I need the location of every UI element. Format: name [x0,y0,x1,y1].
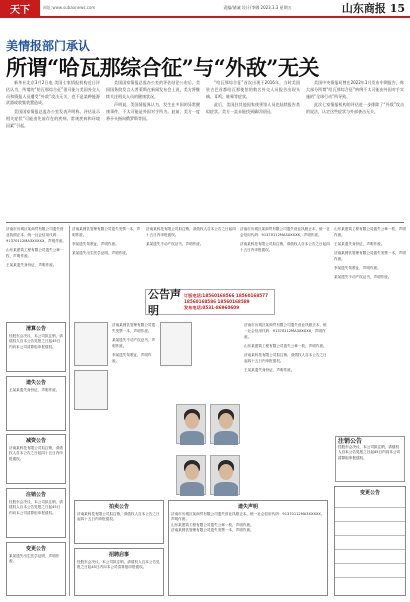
page-number: 15 [389,2,405,15]
issue-meta: 责编/储诚 设计/李娜 2023.3.3 星期五 [223,5,292,10]
article-kicker: 美情报部门承认 [6,39,91,53]
notice-box-4: 注销公告 经股东会决议，本公司拟注销，请债权人自本公告见报之日起45日内向本公司清算组申报债权。 [6,488,66,538]
child-photo-1 [176,404,206,444]
site-url: 网址:www.subaonews.com [43,5,96,10]
notice-box-6: 拍卖公告 济南某科技有限公司拟注销，请债权人自本公告之日起四十五日内申报债权。 [74,500,164,544]
article-column-2: 美国国家情报总监办公室的评估结论公布后，美国国务院发言人普莱斯在新闻发布会上说，美方将继续关注相关人员的健康状况。 声明说，美国情报界认为，发生在多国的异常健康事件，不太可能是外国对手所为。此前，美方一度将矛头指向俄罗斯等国。 [106,80,200,121]
credit-notice-box: 注销公告 经股东会决议，本公司拟注销，请债权人自本公告见报之日起45日内向本公司清算组申报债权。 [335,436,405,482]
classified-column-5: 山东某建筑工程有限公司遗失公章一枚，声明作废。 王某某遗失身份证，声明作废。 济南某餐饮管理有限公司遗失发票一本，声明作废。 李某遗失驾驶证，声明作废。 某某遗失不动产权证书，声明作废。 [334,227,406,279]
child-photo-3 [176,455,206,495]
notice-banner-title: 公告声明 [148,288,181,317]
notice-box-5: 变更公告 某某遗失出生医学证明，声明作废。 [6,542,66,596]
article-column-1: 新华社北京3月2日电 美国七家情报机构近日评估认为，所谓的“哈瓦那综合征”很可能与美国外交人员和情报人员遭受“外敌”攻击无关，也不是某种能源武器或收集装置造成。 美国国家情报总监办公室发表声明称，评估显示相关症状“可能由先前存在的疾病、常规疾病和环境因素”引起。 [6,80,100,128]
notice-box-3: 减资公告 济南某科技有限公司拟注销，请债权人自本公告之日起四十五日内申报债权。 [6,434,66,484]
header-rule [0,16,410,18]
classified-column-3: 济南某科技有限公司拟注销，请债权人自本公告之日起四十五日内申报债权。 某某遗失不动产权证书，声明作废。 [146,227,236,246]
classified-column-1: 济南市历城区某商贸有限公司遗失营业执照正本，统一社会信用代码：91370112MA3XXXXX，声明作废。 山东某建筑工程有限公司遗失公章一枚，声明作废。 王某某遗失身份证，声明作废。 [6,227,66,267]
notice-box-2: 遗失公告 王某某遗失身份证，声明作废。 [6,376,66,431]
classified-column-2: 济南某餐饮管理有限公司遗失发票一本，声明作废。 李某遗失驾驶证，声明作废。 某某遗失出生医学证明，声明作废。 [72,227,141,255]
notice-box-7: 招聘启事 经股东会决议，本公司拟注销，请债权人自本公告见报之日起45日内向本公司清算组申报债权。 [74,548,164,596]
article-column-4: 美国中央情报局曾在2022年1月发布中期报告，称大部分所谓“哈瓦那综合征”病例不太可能由外国对手实施的“全球行动”所导致。 此次七家情报机构的评估进一步排除了“外敌”攻击的说法，认定这些症状与外部袭击无关。 [306,80,404,115]
data-table: 变更公告 [334,486,406,596]
section-divider [6,222,404,223]
notice-box-8: 遗失声明 济南市历城区某商贸有限公司遗失营业执照正本，统一社会信用代码：91370112MA3XXXXX，声明作废。 山东某建筑工程有限公司遗失公章一枚，声明作废。 济南某餐饮管理有限公司遗失发票一本，声明作废。 [168,500,328,596]
article-headline: 所谓“哈瓦那综合征”与“外敌”无关 [6,55,319,80]
classified-block-b: 济南市历城区某商贸有限公司遗失营业执照正本，统一社会信用代码：91370112MA3XXXXX，声明作废。 山东某建筑工程有限公司遗失公章一枚，声明作废。 济南某科技有限公司拟注销，请债权人自本公告之日起四十五日内申报债权。 王某某遗失身份证，声明作废。 [244,323,327,372]
certificate-image-1 [74,322,108,366]
page-header [0,0,410,16]
certificate-image-3 [160,322,192,366]
classified-column-4: 济南市历城区某商贸有限公司遗失营业执照正本，统一社会信用代码：91370112MA3XXXXX，声明作废。 济南某科技有限公司拟注销，请债权人自本公告之日起四十五日内申报债权。 [240,227,330,252]
child-photo-2 [210,404,240,444]
newspaper-brand: 山东商报 15 [341,2,405,15]
certificate-image-2 [74,370,108,410]
notice-box-1: 清算公告 经股东会决议，本公司拟注销，请债权人自本公告见报之日起45日内向本公司清算组申报债权。 [6,322,66,372]
article-column-3: “哈瓦那综合征”首次出现于2016年，当时美国驻古巴首都哈瓦那使馆的数名外交人员报告出现头痛、耳鸣、眩晕等症状。 此后，美国驻其他国家使领馆人员也陆续报告类似症状。美方一直未能找到确切原因。 [206,80,300,115]
child-photo-4 [210,455,240,495]
column-divider [69,226,70,596]
notice-banner-phones: 订版电话:18560168566 18560168577 18560168586 18560168589 发布电话:0531-86960609 [184,293,268,310]
section-label: 天下 [0,0,40,16]
classified-block-a: 济南某餐饮管理有限公司遗失发票一本，声明作废。 某某遗失不动产权证书，声明作废。 李某遗失驾驶证，声明作废。 [112,323,156,363]
notice-banner [145,289,275,315]
